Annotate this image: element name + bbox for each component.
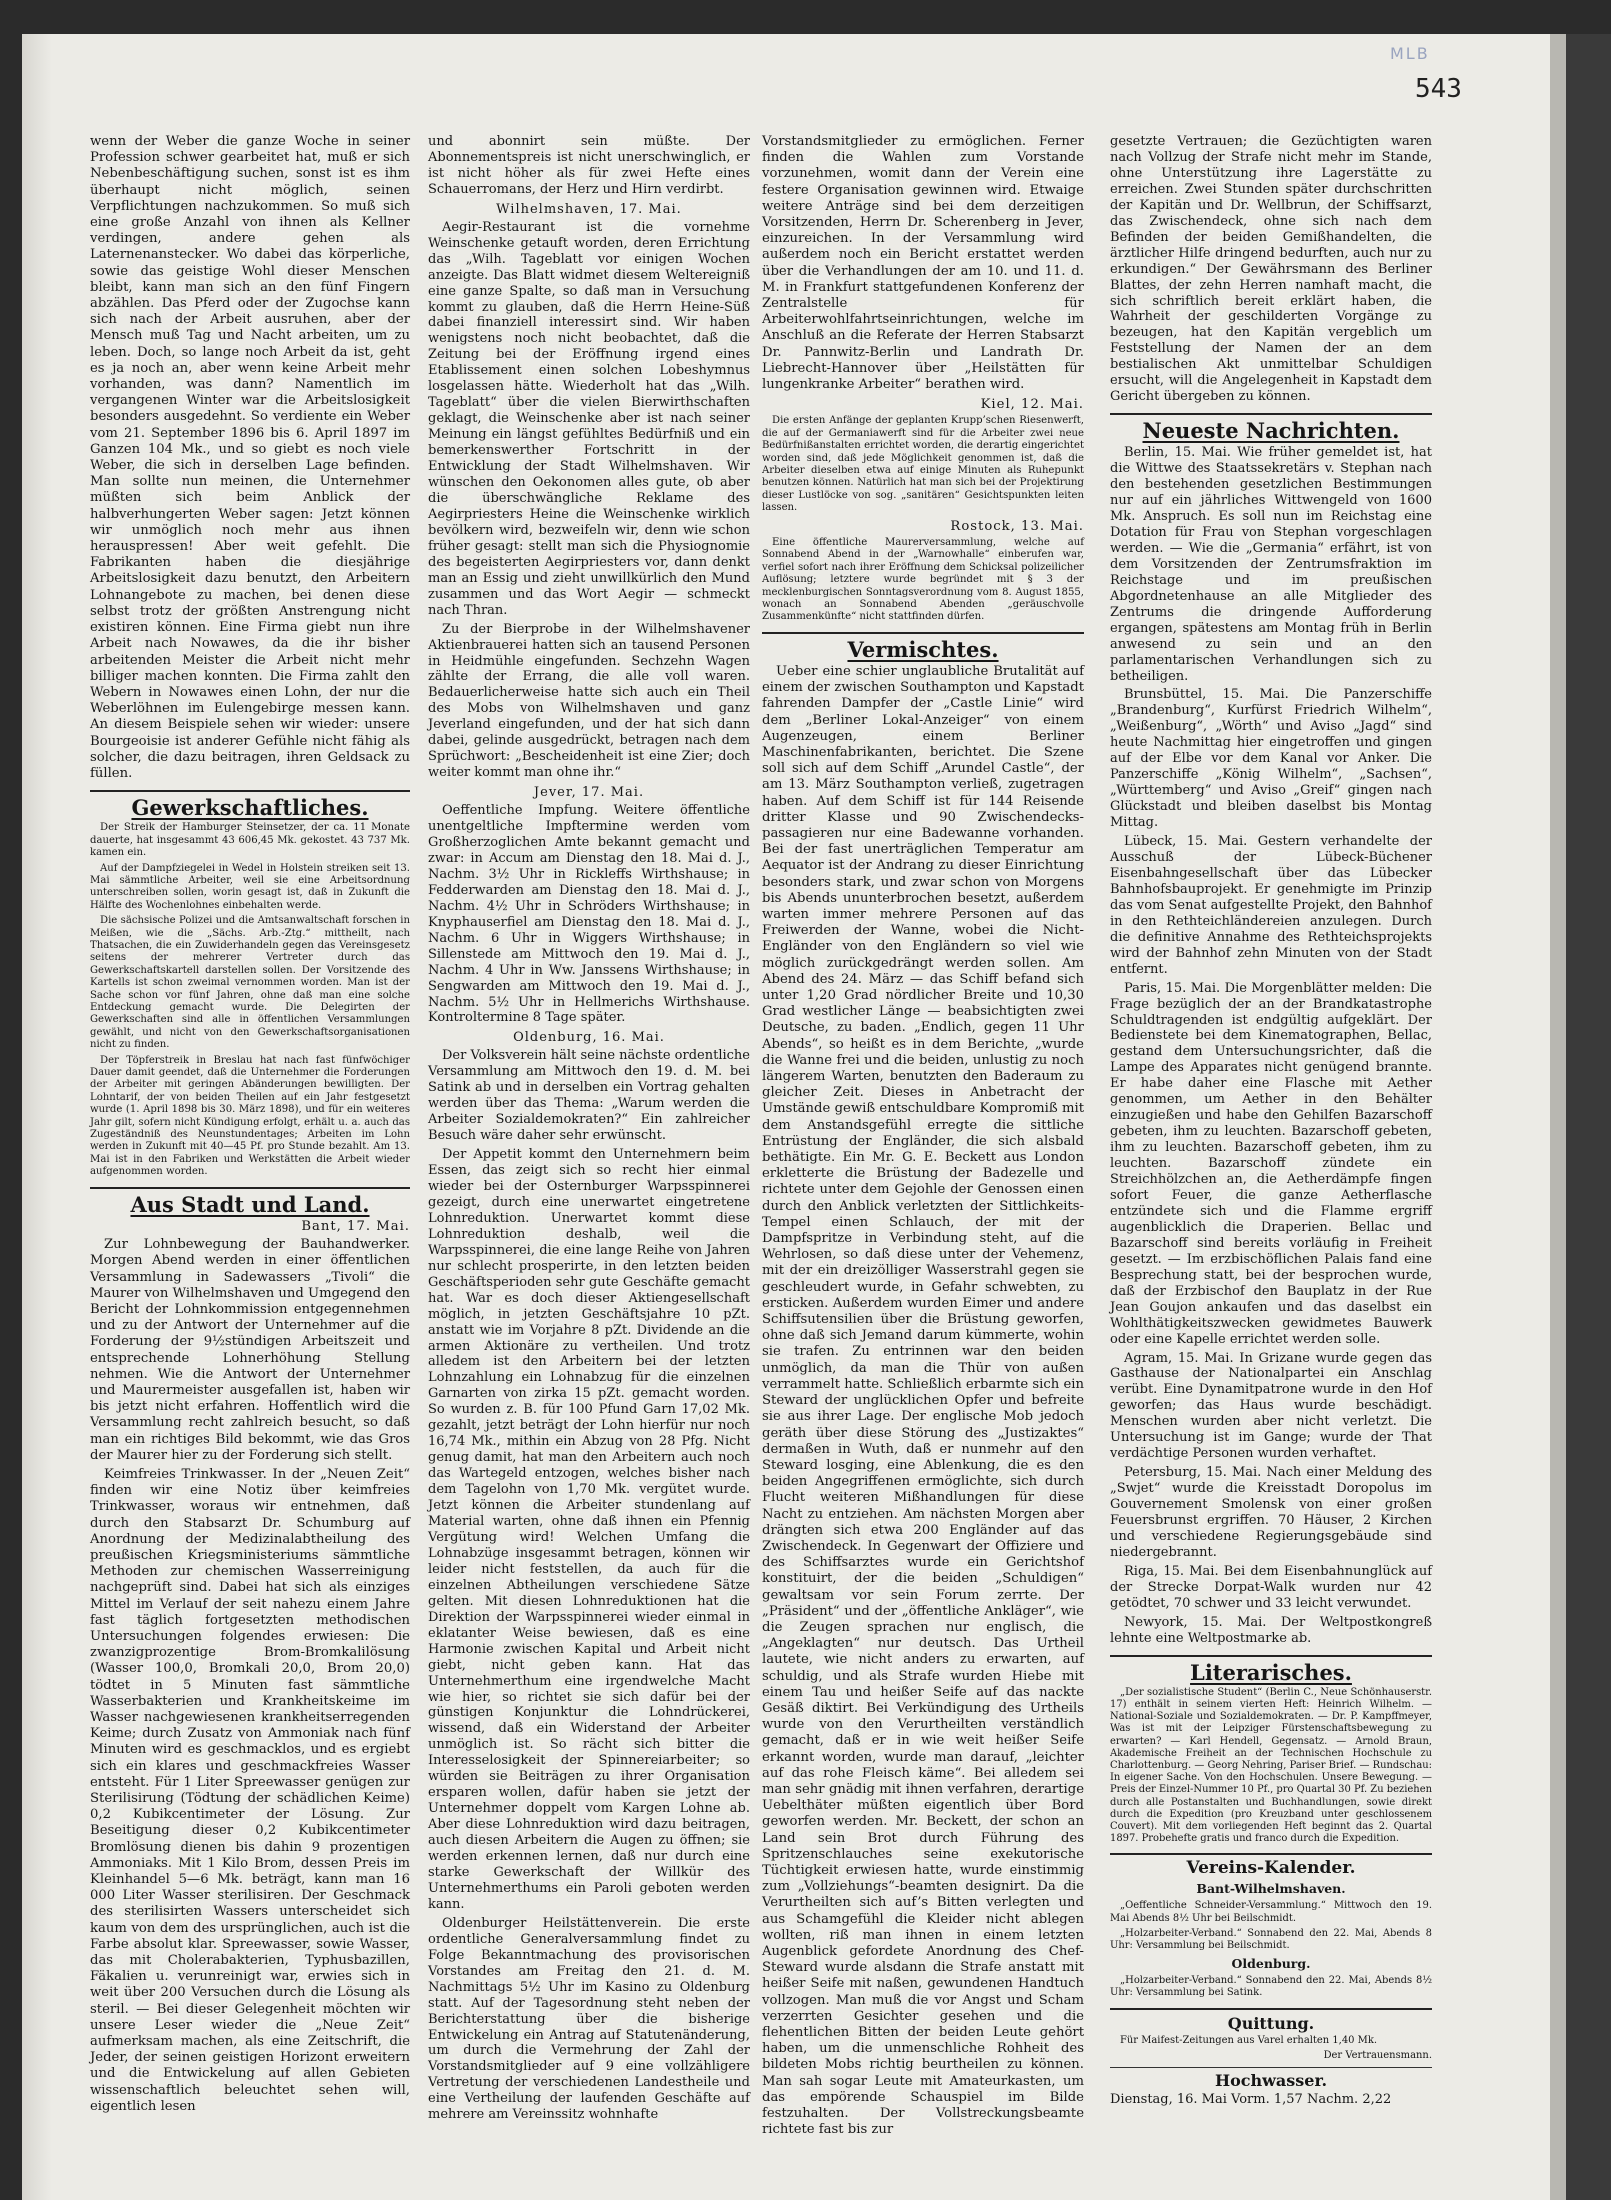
- news-aegir: Aegir-Restaurant ist die vornehme Weinschenke getauft worden, deren Errichtung das „Wilh. Tageblatt vor einigen Wochen anzeigte. Das Blatt widmet diesem Weltereigniß eine ganze Spalte, so daß man in Versuchung kommt zu glauben, daß die Herrn Heine-Süß dabei finanziell interessirt sind. Wir haben wenigstens noch nicht beobachtet, daß die Zeitung bei der Eröffnung irgend eines Etablissement einen solchen Lobeshymnus losgelassen hätte. Wiederholt hat das „Wilh. Tageblatt“ über die vielen Bierwirthschaften geklagt, die Weinschenke aber ist nach seiner Meinung ein längst gefühltes Bedürfniß und ein bemerkenswerther Fortschritt in der Entwicklung der Stadt Wilhelmshaven. Wir wünschen den Oekonomen alles gute, ob aber die überschwängliche Reklame des Aegirpriesters Heine die Weinschenke wirklich bevölkern wird, bezweifeln wir, denn wie schon früher gesagt: stellt man sich die Physiognomie des begeisterten Aegirpriesters vor, dann denkt man an Essig und zieht unwillkürlich den Mund zusammen und das Wort Aegir — schmeckt nach Thran.: [428, 219, 750, 618]
- section-rule: [1110, 2008, 1432, 2010]
- section-rule: [1110, 413, 1432, 415]
- quittung-sign: Der Vertrauensmann.: [1323, 2049, 1432, 2061]
- page-number: 543: [1415, 74, 1462, 104]
- section-rule: [90, 790, 410, 792]
- news-paris: Paris, 15. Mai. Die Morgenblätter melden: Die Frage bezüglich der an der Brandkatastrophe Schuldtragenden ist endgültig aufgeklärt. Der Bedienstete bei dem Kinematographen, Bellac, gestand dem Untersuchungsrichter, daß die Lampe des Apparates nicht genügend brannte. Er habe daher eine Flasche mit Aether genommen, um Aether in den Behälter einzugießen und habe den Gehilfen Bazarschoff gebeten, ihm zu leuchten. Bazarschoff gebeten, ihm zu leuchten. Bazarschoff gebeten, ihm zu leuchten. Bazarschoff zündete ein Streichhölzchen an, die Aetherdämpfe fingen sofort Feuer, die ganze Aetherflasche entzündete sich und die Flamme ergriff augenblicklich die Draperien. Bellac und Bazarschoff sind bereits vorläufig in Freiheit gesetzt. — Im erzbischöflichen Palais fand eine Besprechung statt, bei der besprochen wurde, daß der Erzbischof den Bauplatz in der Rue Jean Goujon ankaufen und das daselbst ein Wohlthätigkeitszwecken gewidmetes Bauwerk oder eine Kapelle errichtet werden solle.: [1110, 980, 1432, 1347]
- news-breslau: Der Töpferstreik in Breslau hat nach fast fünfwöchiger Dauer damit geendet, daß die Unternehmer die Forderungen der Arbeiter mit geringen Abänderungen bewilligten. Der Lohntarif, der von beiden Theilen auf ein Jahr festgesetzt wurde (1. April 1898 bis 30. März 1898), und für ein weiteres Jahr gilt, sofern nicht Kündigung erfolgt, erhält u. a. auch das Zugeständniß des Neunstundentages; Arbeiten im Lohn werden in Zukunft mit 40—45 Pf. pro Stunde bezahlt. Am 13. Mai ist in den Fabriken und Werkstätten die Arbeit wieder aufgenommen worden.: [90, 1054, 410, 1178]
- news-impfung: Oeffentliche Impfung. Weitere öffentliche unentgeltliche Impftermine werden vom Großherzoglichen Amte bekannt gemacht und zwar: in Accum am Dienstag den 18. Mai d. J., Nachm. 3½ Uhr in Rickleffs Wirthshause; in Fedderwarden am Dienstag den 18. Mai d. J., Nachm. 4½ Uhr in Schröders Wirthshause; in Knyphauserfiel am Dienstag den 18. Mai d. J., Nachm. 6 Uhr in Wiggers Wirthshause; in Sillenstede am Mittwoch den 19. Mai d. J., Nachm. 4 Uhr in Ww. Janssens Wirthshause; in Sengwarden am Mittwoch den 19. Mai d. J., Nachm. 5½ Uhr in Hellmerichs Wirthshause. Kontroltermine 8 Tage später.: [428, 803, 750, 1026]
- heading-quittung: Quittung.: [1227, 2013, 1315, 2033]
- dateline-wilhelmshaven: Wilhelmshaven, 17. Mai.: [496, 201, 682, 217]
- hochwasser-times: Dienstag, 16. Mai Vorm. 1,57 Nachm. 2,22: [1110, 2092, 1392, 2107]
- news-castle-linie: Ueber eine schier unglaubliche Brutalität auf einem der zwischen Southampton und Kapstadt fahrenden Dampfer der „Castle Linie“ wird dem „Berliner Lokal-Anzeiger“ von einem Augenzeugen, einem Berliner Maschinenfabrikanten, berichtet. Die Szene soll sich auf dem Schiff „Arundel Castle“, der am 13. März Southampton verließ, zugetragen haben. Auf dem Schiff ist für 144 Reisende dritter Klasse und 90 Zwischendecks-passagieren nur eine Badewanne vorhanden. Bei der fast unerträglichen Temperatur am Aequator ist der Andrang zu dieser Einrichtung besonders stark, und zwar schon von Morgens bis Abends ununterbrochen besetzt, außerdem warten immer mehrere Personen auf das Freiwerden der Wanne, wobei die Nicht-Engländer von den Engländern so viel wie möglich zurückgedrängt werden sollen. Am Abend des 24. März — das Schiff befand sich unter 1,20 Grad nördlicher Breite und 10,30 Grad westlicher Länge — beabsichtigten zwei Deutsche, zu baden. „Endlich, gegen 11 Uhr Abends“, so heißt es in dem Berichte, „wurde die Wanne frei und die beiden, unlustig zu noch längerem Warten, benutzten den Baderaum zu gleicher Zeit. Dieses in Anbetracht der Umstände gewiß entschuldbare Kompromiß mit dem Anstandsgefühl erregte die sittliche Entrüstung der Engländer, die sich alsbald bethätigte. Ein Mr. G. E. Beckett aus London erkletterte die Brüstung der Badezelle und richtete unter dem Gejohle der Genossen einen durch den Anblick verletzten der Sittlichkeits-Tempel einen Schlauch, der mit der Dampfspritze in Verbindung steht, auf die Wehrlosen, so daß diese unter der Vehemenz, mit der ein dreizölliger Wasserstrahl gegen sie geschleudert wurde, in Gefahr schwebten, zu ersticken. Außerdem wurden Eimer und andere Schiffsutensilien über die Brüstung geworfen, ohne daß sich Jemand darum kümmerte, wohin sie trafen. Zu entrinnen war den beiden unmöglich, da man die Thür von außen verrammelt hatte. Schließlich erbarmte sich ein Steward der unglücklichen Opfer und befreite sie aus ihrer Lage. Der englische Mob jedoch geräth über diese Störung des „Justizaktes“ dermaßen in Wuth, daß er nunmehr auf den Steward losging, eine Ablenkung, die es den beiden Angegriffenen ermöglichte, sich durch Flucht weiteren Mißhandlungen für diese Nacht zu entziehen. Am nächsten Morgen aber drängten sich etwa 200 Engländer auf das Zwischendeck. In Gegenwart der Offiziere und des Schiffsarztes wurde ein Gerichtshof konstituirt, der die beiden „Schuldigen“ gewaltsam vor sein Forum zerrte. Der „Präsident“ und der „öffentliche Ankläger“, wie die Zeugen sprachen nur englisch, die „Angeklagten“ nur deutsch. Das Urtheil lautete, wie nicht anders zu erwarten, auf schuldig, und als Strafe wurden Hiebe mit einem Tau und heißer Seife auf das nackte Gesäß diktirt. Bei Verkündigung des Urtheils wurde von den Verurtheilten verständlich gemacht, daß er in wie weit heißer Seife erkannt worden, wurde man darauf, „leichter auf das rohe Fleisch käme“. Bei alledem sei man sehr gnädig mit ihnen verfahren, derartige Uebelthäter müßten eigentlich über Bord geworfen werden. Mr. Beckett, der schon an Land sein Brot durch Führung des Spritzenschlauches seine exekutorische Tüchtigkeit erwiesen hatte, wurde einstimmig zum „Vollziehungs“-beamten designirt. Da die Verurtheilten sich auf’s Bitten verlegten und aus Schamgefühl die Kleider nicht ablegen wollten, riß man ihnen in einem letzten Augenblick gefordete Anordnung des Chef-Steward wurde alsdann die Strafe anstatt mit heißer Seife mit naßen, gewundenen Handtuch vollzogen. Man muß die vor Angst und Scham verzerrten Gesichter gesehen und die flehentlichen Bitten der beiden Leute gehört haben, um die unmenschliche Rohheit des bildeten Mobs richtig beurtheilen zu können. Man sah sogar Leute mit Amateurkasten, um das empörende Schauspiel im Bilde festzuhalten. Der Vollstreckungsbeamte richtete fast bis zur: [762, 663, 1084, 2138]
- vk-subhead-oldenburg: Oldenburg.: [1231, 1956, 1311, 1972]
- news-volksverein: Der Volksverein hält seine nächste ordentliche Versammlung am Mittwoch den 19. d. M. bei Satink ab und in derselben ein Vortrag gehalten werden über das Thema: „Warum werden die Arbeiter Sozialdemokraten?“ Ein zahlreicher Besuch wäre daher sehr erwünscht.: [428, 1048, 750, 1144]
- news-luebeck: Lübeck, 15. Mai. Gestern verhandelte der Ausschuß der Lübeck-Büchener Eisenbahngesellschaft über das Lübecker Bahnhofsbauprojekt. Er genehmigte im Prinzip das vom Senat aufgestellte Projekt, den Bahnhof in den Rethteichländereien anzulegen. Durch die definitive Annahme des Rethteichsprojekts wird der Bahnhof zehn Minuten von der Stadt entfernt.: [1110, 834, 1432, 977]
- dateline-oldenburg: Oldenburg, 16. Mai.: [513, 1030, 665, 1046]
- section-rule: [90, 1187, 410, 1189]
- column-3: [762, 134, 1084, 2141]
- news-maurerversammlung: Eine öffentliche Maurerversammlung, welche auf Sonnabend Abend in der „Warnowhalle“ einberufen war, verfiel sofort nach ihrer Eröffnung dem Schicksal polizeilicher Auflösung; letztere wurde begründet mit § 3 der mecklenburgischen Sonntagsverordnung vom 8. August 1855, wonach an Sonnabend Abenden „geräuschvolle Zusammenkünfte“ nicht stattfinden dürfen.: [762, 536, 1084, 623]
- news-berlin: Berlin, 15. Mai. Wie früher gemeldet ist, hat die Wittwe des Staatssekretärs v. Stephan nach den bestehenden gesetzlichen Bestimmungen nur auf ein jährliches Wittwengeld von 1600 Mk. Anspruch. Es soll nun im Reichstag eine Dotation für Frau von Stephan vorgeschlagen werden. — Wie die „Germania“ erfährt, ist von dem Vorsitzenden der Zentrumsfraktion im Reichstage und im preußischen Abgordnetenhause an alle Mitglieder des Zentrums die dringende Aufforderung ergangen, spätestens am Montag früh in Berlin anwesend zu sein und an den parlamentarischen Verhandlungen sich zu betheiligen.: [1110, 445, 1432, 684]
- heilstaetten-end: Vorstandsmitglieder zu ermöglichen. Ferner finden die Wahlen zum Vorstande vorzunehmen, womit dann der Verein eine festere Organisation gewinnen wird. Etwaige weitere Anträge sind bei dem derzeitigen Vorsitzenden, Herrn Dr. Scherenberg in Jever, einzureichen. In der Versammlung wird außerdem noch ein Bericht erstattet werden über die Verhandlungen der am 10. und 11. d. M. in Frankfurt stattgefundenen Konferenz der Zentralstelle für Arbeiterwohlfahrtseinrichtungen, welche im Anschluß an die Referate der Herren Stabsarzt Dr. Pannwitz-Berlin und Landrath Dr. Liebrecht-Hannover über „Heilstätten für lungenkranke Arbeiter“ berathen wird.: [762, 134, 1084, 393]
- news-krupp: Die ersten Anfänge der geplanten Krupp’schen Riesenwerft, die auf der Germaniawerft sind für die Arbeiter zwei neue Bedürfnißanstalten errichtet worden, die derartig eingerichtet worden sind, daß jede Möglichkeit genommen ist, daß die Arbeiter dieselben etwa auf einige Minuten als Ruhepunkt benutzen können. Natürlich hat man sich bei der Projektirung dieser Lustlöcke von sog. „sanitären“ Gesichtspunkten leiten lassen.: [762, 415, 1084, 514]
- news-trinkwasser: Keimfreies Trinkwasser. In der „Neuen Zeit“ finden wir eine Notiz über keimfreies Trinkwasser, woraus wir entnehmen, daß durch den Stabsarzt Dr. Schumburg auf Anordnung der Medizinalabtheilung des preußischen Kriegsministeriums sämmtliche Methoden zur chemischen Wasserreinigung nachgeprüft sind. Dabei hat sich als einziges Mittel im Verlauf der seit nahezu einem Jahre fast täglich fortgesetzten methodischen Untersuchungen folgendes erwiesen: Die zwanzigprozentige Brom-Bromkalilösung (Wasser 100,0, Bromkali 20,0, Brom 20,0) tödtet in 5 Minuten fast sämmtliche Wasserbakterien und Krankheitskeime im Wasser nachgewiesenen krankheitserregenden Keime; durch Zusatz von Ammoniak nach fünf Minuten wird es geschmacklos, und es ergiebt sich ein klares und geschmackfreies Wasser entsteht. Für 1 Liter Spreewasser genügen zur Sterilisirung (Tödtung der schädlichen Keime) 0,2 Kubikcentimeter der Lösung. Zur Beseitigung dieser 0,2 Kubikcentimeter Bromlösung dienen bis dahin 9 prozentigen Ammoniaks. Mit 1 Kilo Brom, dessen Preis im Kleinhandel 5—6 Mk. beträgt, kann man 16 000 Liter Wasser sterilisiren. Der Geschmack des sterilisirten Wassers unterscheidet sich kaum von dem des ursprünglichen, auch ist die Farbe absolut klar. Spreewasser, sowie Wasser, das mit Cholerabakterien, Typhusbazillen, Fäkalien u. verunreinigt war, erwies sich in weit über 200 Versuchen durch die Lösung als steril. — Bei dieser Gelegenheit möchten wir unsere Leser wieder die „Neue Zeit“ aufmerksam machen, als eine Zeitschrift, die Jeder, der seinen geistigen Horizont erweitern und die Entwickelung auf allen Gebieten wissenschaftlich beleuchtet sehen will, eigentlich lesen: [90, 1466, 410, 2114]
- news-newyork: Newyork, 15. Mai. Der Weltpostkongreß lehnte eine Weltpostmarke ab.: [1110, 1614, 1432, 1646]
- heading-vermischtes: Vermischtes.: [847, 636, 999, 662]
- neue-zeit-end: und abonnirt sein müßte. Der Abonnementspreis ist nicht unerschwinglich, er ist nicht höher als für zwei Hefte eines Schauerromans, der Herz und Hirn verdirbt.: [428, 134, 750, 197]
- vk-holzarbeiter-oldenburg: „Holzarbeiter-Verband.“ Sonnabend den 22. Mai, Abends 8½ Uhr: Versammlung bei Satink.: [1110, 1975, 1432, 1999]
- dateline-rostock: Rostock, 13. Mai.: [950, 518, 1084, 534]
- library-stamp: MLB: [1390, 44, 1430, 63]
- news-meissen: Die sächsische Polizei und die Amtsanwaltschaft forschen in Meißen, wie die „Sächs. Arb.-Ztg.“ mittheilt, nach Thatsachen, die ein Zuwiderhandeln gegen das Vereinsgesetz seitens der mehrerer Vertreter durch das Gewerkschaftskartell darstellen sollen. Der Vorsitzende des Kartells ist schon zweimal vernommen worden. Man ist der Sache schon vor fünf Jahren, ohne daß man eine solche Entdeckung gemacht wurde. Die Delegirten der Gewerkschaften sind alle in öffentlichen Versammlungen gewählt, und nicht von den Gewerkschaftsorganisationen nicht zu finden.: [90, 915, 410, 1051]
- column-4: [1110, 134, 1432, 2111]
- news-agram: Agram, 15. Mai. In Grizane wurde gegen das Gasthause der Nationalpartei ein Anschlag verübt. Eine Dynamitpatrone wurde in den Hof geworfen; das Haus wurde beschädigt. Menschen wurden aber nicht verletzt. Die Untersuchung ist im Gange; wurde der That verdächtige Personen wurden verhaftet.: [1110, 1350, 1432, 1462]
- vk-schneider: „Oeffentliche Schneider-Versammlung.“ Mittwoch den 19. Mai Abends 8½ Uhr bei Beilschmidt.: [1110, 1900, 1432, 1924]
- column-1: [90, 134, 410, 2118]
- book-binding: [1550, 34, 1611, 2200]
- column-2: [428, 134, 750, 2126]
- dateline-jever: Jever, 17. Mai.: [533, 785, 645, 801]
- news-riga: Riga, 15. Mai. Bei dem Eisenbahnunglück auf der Strecke Dorpat-Walk wurden nur 42 getödtet, 70 schwer und 33 leicht verwundet.: [1110, 1563, 1432, 1611]
- dateline-kiel: Kiel, 12. Mai.: [980, 397, 1084, 413]
- section-rule: [1110, 2067, 1432, 2068]
- section-rule: [762, 632, 1084, 634]
- news-petersburg: Petersburg, 15. Mai. Nach einer Meldung des „Swjet“ wurde die Kreisstadt Doropolus im Gouvernement Smolensk von einer großen Feuersbrunst ergriffen. 70 Häuser, 2 Kirchen und verschiedene Regierungsgebäude sind niedergebrannt.: [1110, 1465, 1432, 1560]
- dateline-bant: Bant, 17. Mai.: [301, 1218, 410, 1234]
- heading-hochwasser: Hochwasser.: [1214, 2071, 1328, 2091]
- news-warpsspinnerei: Der Appetit kommt den Unternehmern beim Essen, das zeigt sich so recht hier einmal wieder bei der Osternburger Warpsspinnerei gezeigt, durch eine unerwartet eingetretene Lohnreduktion. Unerwartet kommt diese Lohnreduktion deshalb, weil die Warpsspinnerei, die eine lange Reihe von Jahren nur schlecht prosperirte, in den letzten beiden Geschäftsperioden sehr gute Geschäfte gemacht hat. War es doch dieser Aktiengesellschaft möglich, in jetzten Geschäftsjahre 10 pZt. anstatt wie im Vorjahre 8 pZt. Dividende an die armen Aktionäre zu vertheilen. Und trotz alledem ist den Arbeitern bei der letzten Lohnzahlung ein Lohnabzug für die einzelnen Garnarten von zirka 15 pZt. gemacht worden. So wurden z. B. für 100 Pfund Garn 17,02 Mk. gezahlt, jetzt beträgt der Lohn hierfür nur noch 16,74 Mk., mithin ein Abzug von 28 Pfg. Nicht genug damit, hat man den Arbeitern auch noch das Wartegeld entzogen, welches bisher nach dem Tagelohn von 1,70 Mk. vergütet wurde. Jetzt können die Arbeiter stundenlang auf Material warten, ohne daß ihnen ein Pfennig Vergütung wird! Welchen Umfang die Lohnabzüge insgesammt betragen, können wir leider nicht feststellen, da auch für die einzelnen Abtheilungen verschiedene Sätze gelten. Mit diesen Lohnreduktionen hat die Direktion der Warpsspinnerei wieder einmal in eklatanter Weise bewiesen, daß es eine Harmonie zwischen Kapital und Arbeit nicht giebt, nicht geben kann. Hat das Unternehmerthum eine irgendwelche Macht wie hier, so richtet sie sich dafür bei der günstigen Konjunktur die Lohndrückerei, wissend, daß ein Widerstand der Arbeiter unmöglich ist. So rächt sich bitter die Interesselosigkeit der Spinnereiarbeiter; so würden sie Beiträgen zu ihrer Organisation ersparen wollen, dafür haben sie jetzt der Unternehmer doppelt vom Kargen Lohne ab. Aber diese Lohnreduktion wird dazu beitragen, auch diesen Arbeitern die Augen zu öffnen; sie werden erkennen lernen, daß nur durch eine starke Gewerkschaft der Willkür des Unternehmerthums ein Paroli geboten werden kann.: [428, 1147, 750, 1912]
- news-heilstaettenverein: Oldenburger Heilstättenverein. Die erste ordentliche Generalversammlung findet zu Folge Bekanntmachung des provisorischen Vorstandes am Freitag den 21. d. M. Nachmittags 5½ Uhr im Kasino zu Oldenburg statt. Auf der Tagesordnung steht neben der Berichterstattung über die bisherige Entwickelung ein Antrag auf Statutenänderung, um durch die Vermehrung der Zahl der Vorstandsmitglieder auf 9 eine vollzähligere Vertretung der verschiedenen Landestheile und eine Vertheilung der laufenden Geschäfte auf mehrere am Vereinssitz wohnhafte: [428, 1915, 750, 2123]
- heading-aus-stadt-und-land: Aus Stadt und Land.: [130, 1191, 370, 1217]
- weber-article-end: wenn der Weber die ganze Woche in seiner Profession schwer gearbeitet hat, muß er sich Nebenbeschäftigung suchen, sonst ist es ihm überhaupt nicht möglich, seinen Verpflichtungen nachzukommen. So muß sich eine große Anzahl von ihnen als Kellner verdingen, andere gehen als Laternenanstecker. Wo dabei das körperliche, sowie das geistige Wohl dieser Menschen bleibt, kann man sich an den fünf Fingern abzählen. Das Pferd oder der Zugochse kann sich nach der Arbeit ausruhen, aber der Mensch muß Tag und Nacht arbeiten, um zu leben. Doch, so lange noch Arbeit da ist, geht es ja noch an, aber wenn keine Arbeit mehr vorhanden, was dann? Namentlich im vergangenen Winter war die Arbeitslosigkeit besonders ausgedehnt. So verdiente ein Weber vom 21. September 1896 bis 6. April 1897 im Ganzen 104 Mk., und so giebt es noch viele Weber, die sich in derselben Lage befinden. Man sollte nun meinen, die Unternehmer müßten sich beim Anblick der halbverhungerten Weber sagen: Jetzt können wir unmöglich noch mehr aus ihnen herauspressen! Aber weit gefehlt. Die Fabrikanten haben die diesjährige Arbeitslosigkeit dazu benutzt, den Arbeitern Lohnangebote zu machen, bei denen diese selbst trotz der größten Anstrengung nicht existiren können. Eine Firma giebt nun ihre Arbeit nach Nowawes, da die ihr bisher arbeitenden Meister die Arbeit nicht mehr billiger machen konnten. Die Firma zahlt den Webern in Nowawes einen Lohn, der nur die Weberlöhnen im Eulengebirge messen kann. An diesem Beispiele sehen wir wieder: unsere Bourgeoisie ist anderer Gefühle nicht fähig als solcher, die dazu beitragen, ihren Geldsack zu füllen.: [90, 134, 410, 781]
- castle-linie-end: gesetzte Vertrauen; die Gezüchtigten waren nach Vollzug der Strafe nicht mehr im Stande, ohne Unterstützung ihre Lagerstätte zu erreichen. Zwei Stunden später durchschritten der Kapitän und Dr. Wellbrun, der Schiffsarzt, das Zwischendeck, ohne sich nach dem Befinden der beiden Gemißhandelten, die ärztlicher Hilfe dringend bedurften, auch nur zu erkundigen.“ Der Gewährsmann des Berliner Blattes, der zehn Herren namhaft macht, die sich schriftlich bereit erklärt haben, die Wahrheit der geschilderten Vorgänge zu bezeugen, hat den Kapitän vergeblich um Feststellung der Namen der an dem bestialischen Akt unmittelbar Schuldigen ersucht, will die Angelegenheit in Kapstadt dem Gericht übergeben zu können.: [1110, 134, 1432, 405]
- news-bauhandwerker: Zur Lohnbewegung der Bauhandwerker. Morgen Abend werden in einer öffentlichen Versammlung in Sadewassers „Tivoli“ die Maurer von Wilhelmshaven und Umgegend den Bericht der Lohnkommission entgegennehmen und zu der Antwort der Unternehmer auf die Forderung der 9½stündigen Arbeitszeit und entsprechende Lohnerhöhung Stellung nehmen. Wie die Antwort der Unternehmer und Maurermeister ausgefallen ist, haben wir bis jetzt nicht erfahren. Hoffentlich wird die Versammlung recht zahlreich besucht, so daß man ein richtiges Bild bekommt, wie das Gros der Maurer hier zu der Forderung sich stellt.: [90, 1237, 410, 1463]
- news-bierprobe: Zu der Bierprobe in der Wilhelmshavener Aktienbrauerei hatten sich an tausend Personen in Heidmühle eingefunden. Sechzehn Wagen zählte der Errang, die alle voll waren. Bedauerlicherweise hatte sich auch ein Theil des Mobs von Wilhelmshaven und ganz Jeverland eingefunden, und der hat sich dann dabei, gelinde ausgedrückt, betragen nach dem Sprüchwort: „Bescheidenheit ist eine Zier; doch weiter kommt man ohne ihr.“: [428, 621, 750, 781]
- section-rule: [1110, 1655, 1432, 1657]
- quittung-text: Für Maifest-Zeitungen aus Varel erhalten 1,40 Mk.: [1120, 2034, 1378, 2046]
- section-rule: [1110, 1853, 1432, 1855]
- news-wedel: Auf der Dampfziegelei in Wedel in Holstein streiken seit 13. Mai sämmtliche Arbeiter, weil sie eine Arbeitsordnung unterschreiben sollen, worin gesagt ist, daß in Zukunft die Hälfte des Wochenlohnes einbehalten werde.: [90, 862, 410, 911]
- news-steinsetzer: Der Streik der Hamburger Steinsetzer, der ca. 11 Monate dauerte, hat insgesammt 43 606,45 Mk. gekostet. 43 737 Mk. kamen ein.: [90, 822, 410, 859]
- heading-neueste-nachrichten: Neueste Nachrichten.: [1142, 418, 1400, 444]
- heading-gewerkschaftliches: Gewerkschaftliches.: [131, 795, 369, 821]
- news-brunsbuettel: Brunsbüttel, 15. Mai. Die Panzerschiffe „Brandenburg“, Kurfürst Friedrich Wilhelm“, „Weißenburg“, „Wörth“ und Aviso „Jagd“ sind heute Nachmittag hier eingetroffen und gingen auf der Elbe vor dem Kanal vor Anker. Die Panzerschiffe „König Wilhelm“, „Sachsen“, „Württemberg“ und Aviso „Greif“ gingen nach Glückstadt und bleiben daselbst bis Montag Mittag.: [1110, 687, 1432, 831]
- vk-holzarbeiter-bant: „Holzarbeiter-Verband.“ Sonnabend den 22. Mai, Abends 8 Uhr: Versammlung bei Beilschmidt.: [1110, 1927, 1432, 1952]
- lit-student: „Der sozialistische Student“ (Berlin C., Neue Schönhauserstr. 17) enthält in seinem vierten Heft: Heinrich Wilhelm. — National-Soziale und Sozialdemokraten. — Dr. P. Kampffmeyer, Was ist mit der Leipziger Fürstenschaftsbewegung zu erwarten? — Karl Hendell, Gegensatz. — Arnold Braun, Akademische Freiheit an der Technischen Hochschule zu Charlottenburg. — Georg Nehring, Pariser Brief. — Rundschau: In eigener Sache. Von den Hochschulen. Unsere Bewegung. — Preis der Einzel-Nummer 10 Pf., pro Quartal 30 Pf. Zu beziehen durch alle Postanstalten und Buchhandlungen, sowie direkt durch die Expedition (pro Kreuzband unter geschlossenem Couvert). Mit dem vorliegenden Heft beginnt das 2. Quartal 1897. Probehefte gratis und franco durch die Expedition.: [1110, 1686, 1432, 1845]
- heading-literarisches: Literarisches.: [1190, 1659, 1352, 1685]
- vk-subhead-bant: Bant-Wilhelmshaven.: [1196, 1881, 1346, 1897]
- heading-vereins-kalender: Vereins-Kalender.: [1186, 1858, 1356, 1879]
